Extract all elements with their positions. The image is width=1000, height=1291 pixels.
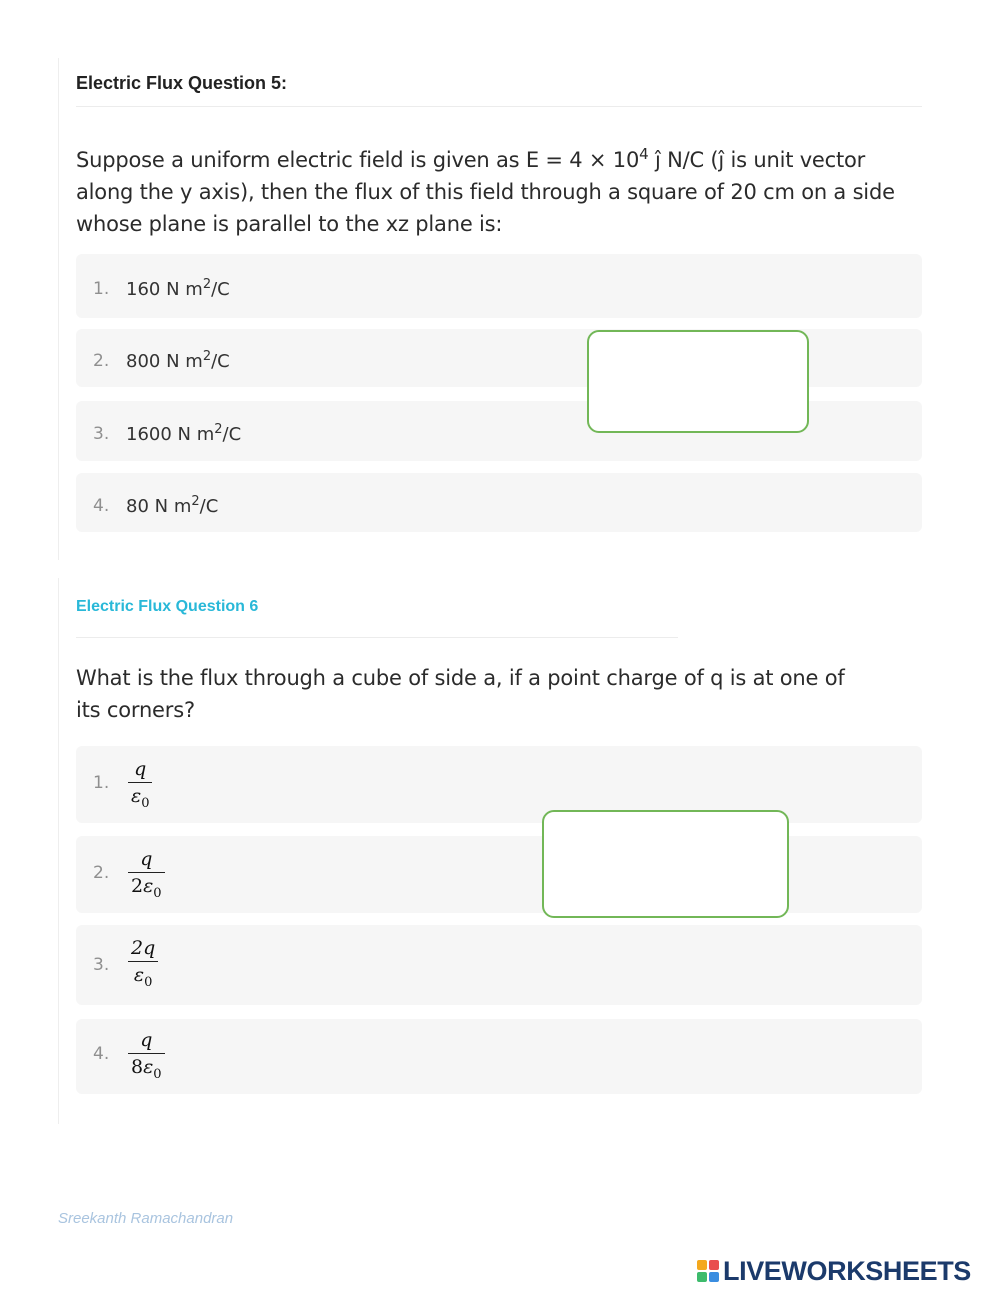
option-number: 4. [93, 1044, 110, 1064]
question-6-text: What is the flux through a cube of side a, if a point charge of q is at one of its corners? [76, 666, 845, 722]
logo-square [697, 1272, 707, 1282]
logo-text: LIVEWORKSHEETS [723, 1255, 971, 1286]
option-value: 1600 N $m^2/C$ [126, 422, 242, 445]
question-6-answer-box[interactable] [542, 810, 789, 918]
logo-square [709, 1272, 719, 1282]
option-number: 1. [93, 279, 110, 299]
question-5-option-1[interactable] [76, 254, 922, 318]
question-6-option-3[interactable] [76, 925, 922, 1005]
option-value: 80 N $m^2/C$ [126, 494, 219, 517]
question-5-answer-box[interactable] [587, 330, 809, 433]
option-number: 4. [93, 496, 110, 516]
logo-squares-icon [697, 1260, 719, 1282]
author-signature: Sreekanth Ramachandran [58, 1210, 234, 1227]
question-6-option-4[interactable] [76, 1019, 922, 1094]
option-number: 1. [93, 773, 110, 793]
option-number: 3. [93, 955, 110, 975]
fraction: $\frac{q}{8\varepsilon_0}$ [128, 1029, 165, 1082]
question-6-divider [76, 637, 678, 638]
question-5-title: Electric Flux Question 5: [76, 73, 288, 93]
option-number: 2. [93, 863, 110, 883]
fraction: $\frac{q}{2\varepsilon_0}$ [128, 848, 165, 901]
logo-square [697, 1260, 707, 1270]
question-5-option-4[interactable] [76, 473, 922, 532]
option-number: 3. [93, 424, 110, 444]
logo-square [709, 1260, 719, 1270]
question-6-title: Electric Flux Question 6 [76, 598, 259, 615]
option-value: 160 N $m^2/C$ [126, 277, 230, 300]
liveworksheets-logo[interactable] [697, 1255, 971, 1287]
question-5-text: Suppose a uniform electric field is given as $E = 4 \times 10^4$ ĵ N/C (ĵ is unit vector along the y axis), then the flux of this field through a square of 20 cm on a side whose plane is parallel to the xz plane is: [76, 145, 895, 236]
fraction: $\frac{2q}{\varepsilon_0}$ [128, 937, 158, 990]
question-5-divider [76, 106, 922, 107]
question-6-option-1[interactable] [76, 746, 922, 823]
fraction: $\frac{q}{\varepsilon_0}$ [128, 758, 152, 811]
question-6-option-2[interactable] [76, 836, 922, 913]
option-value: 800 N $m^2/C$ [126, 349, 230, 372]
option-number: 2. [93, 351, 110, 371]
